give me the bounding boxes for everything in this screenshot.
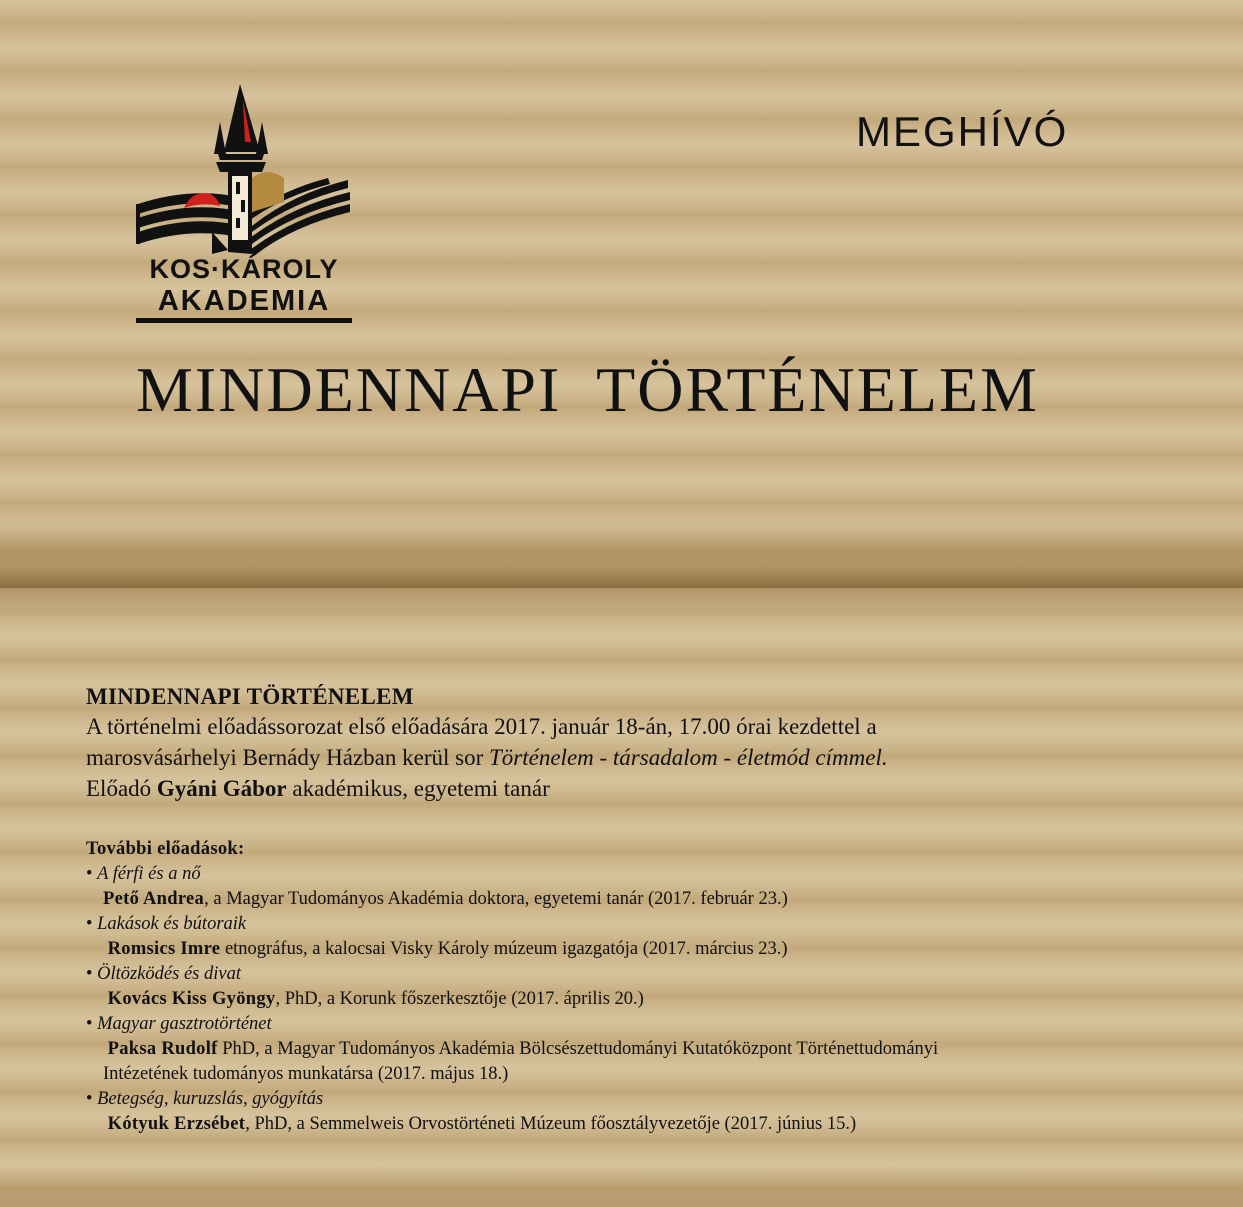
further-lectures-title: További előadások: — [86, 839, 245, 859]
lecture-speaker — [86, 987, 1186, 1012]
lecture-item — [86, 1012, 1186, 1087]
invitation-label: MEGHÍVÓ — [856, 108, 1069, 155]
section-title: MINDENNAPI TÖRTÉNELEM — [86, 684, 414, 709]
cover-shadow — [0, 518, 1243, 588]
details-top-shadow — [0, 588, 1243, 614]
lecture-speaker — [86, 937, 1186, 962]
lecture-item — [86, 912, 1186, 962]
lecture-item — [86, 962, 1186, 1012]
lecture-title: • Magyar gasztrotörténet — [86, 1014, 272, 1034]
intro-text — [86, 711, 1186, 804]
speaker-desc: , PhD, a Korunk főszerkesztője (2017. április 20.) — [275, 989, 644, 1009]
intro-presenter-prefix: Előadó — [86, 776, 157, 801]
lecture-title: • A férfi és a nő — [86, 864, 201, 884]
intro-presenter-role: akadémikus, egyetemi tanár — [286, 776, 550, 801]
intro-venue: marosvásárhelyi Bernády Házban kerül sor — [86, 745, 489, 770]
lecture-title: • Lakások és bútoraik — [86, 914, 247, 934]
lecture-item — [86, 862, 1186, 912]
logo-line2: AKADEMIA — [157, 285, 331, 317]
page-title: MINDENNAPI TÖRTÉNELEM — [136, 354, 1039, 425]
lecture-speaker — [86, 1112, 1186, 1137]
speaker-name: Kovács Kiss Gyöngy — [107, 989, 276, 1009]
lecture-item — [86, 1087, 1186, 1137]
intro-line-2 — [86, 742, 1186, 773]
intro-lecture-title: Történelem - társadalom - életmód címmel. — [489, 745, 888, 770]
speaker-desc: , a Magyar Tudományos Akadémia doktora, egyetemi tanár (2017. február 23.) — [204, 889, 788, 909]
speaker-desc: , PhD, a Semmelweis Orvostörténeti Múzeum főosztályvezetője (2017. június 15.) — [245, 1114, 857, 1134]
speaker-desc: PhD, a Magyar Tudományos Akadémia Bölcsészettudományi Kutatóközpont Történettudományi — [217, 1039, 939, 1059]
program-text — [86, 683, 1186, 1137]
speaker-name: Romsics Imre — [107, 939, 221, 959]
lecture-speaker-cont: Intézetének tudományos munkatársa (2017. május 18.) — [103, 1064, 509, 1084]
intro-presenter-name: Gyáni Gábor — [156, 776, 287, 801]
lecture-speaker — [86, 887, 1186, 912]
lecture-title: • Betegség, kuruzslás, gyógyítás — [86, 1089, 324, 1109]
invitation-cover — [0, 0, 1243, 588]
academy-logo — [132, 82, 356, 328]
speaker-desc: etnográfus, a kalocsai Visky Károly múzeum igazgatója (2017. március 23.) — [220, 939, 788, 959]
intro-line-1: A történelmi előadássorozat első előadására 2017. január 18-án, 17.00 órai kezdettel a — [86, 714, 877, 739]
intro-line-3 — [86, 773, 1186, 804]
speaker-name: Pető Andrea — [103, 889, 205, 909]
details-bottom-shadow — [0, 1167, 1243, 1207]
speaker-name: Kótyuk Erzsébet — [107, 1114, 246, 1134]
lecture-title: • Öltözködés és divat — [86, 964, 241, 984]
lecture-speaker — [86, 1037, 1186, 1062]
speaker-name: Paksa Rudolf — [107, 1039, 218, 1059]
logo-line1: KOS·KÁROLY — [149, 254, 339, 284]
further-lectures — [86, 837, 1186, 1137]
